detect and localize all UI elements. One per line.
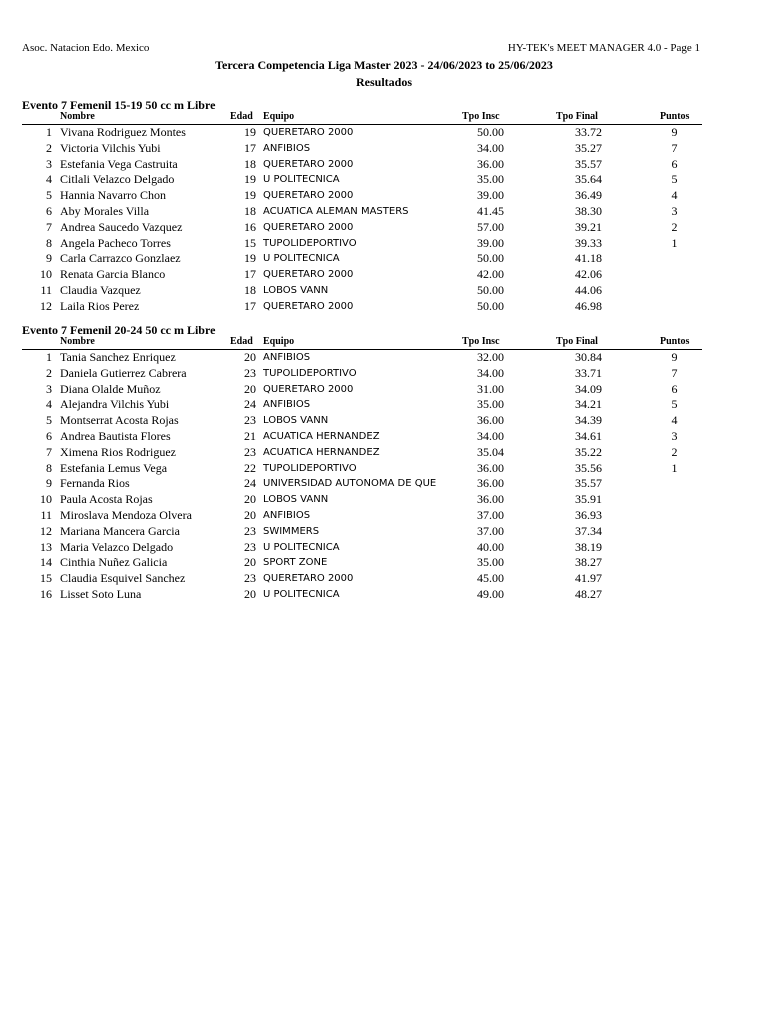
points-cell: 1 [671, 235, 678, 250]
place-cell: 3 [46, 156, 52, 171]
seed-time-cell: 57.00 [477, 219, 504, 234]
age-cell: 17 [244, 298, 256, 313]
place-cell: 14 [40, 555, 52, 570]
seed-time-cell: 49.00 [477, 586, 504, 601]
team-cell: ACUATICA HERNANDEZ [263, 430, 380, 442]
column-header [22, 113, 702, 125]
age-cell: 18 [244, 203, 256, 218]
team-cell: SPORT ZONE [263, 557, 328, 569]
col-seed-time: Tpo Insc [462, 336, 500, 347]
seed-time-cell: 50.00 [477, 251, 504, 266]
table-row [22, 492, 702, 508]
results-list [22, 125, 702, 315]
team-cell: U POLITECNICA [263, 253, 340, 265]
age-cell: 20 [244, 555, 256, 570]
swimmer-name-cell: Citlali Velazco Delgado [60, 172, 175, 187]
place-cell: 2 [46, 365, 52, 380]
final-time-cell: 35.22 [575, 444, 602, 459]
col-age: Edad [230, 111, 253, 122]
seed-time-cell: 35.00 [477, 172, 504, 187]
final-time-cell: 37.34 [575, 523, 602, 538]
table-row [22, 350, 702, 366]
swimmer-name-cell: Andrea Saucedo Vazquez [60, 219, 183, 234]
results-subtitle: Resultados [355, 75, 412, 89]
seed-time-cell: 35.00 [477, 397, 504, 412]
col-age: Edad [230, 336, 253, 347]
final-time-cell: 34.21 [575, 397, 602, 412]
place-cell: 4 [46, 397, 52, 412]
age-cell: 23 [244, 413, 256, 428]
place-cell: 11 [40, 282, 52, 297]
table-row [22, 188, 702, 204]
team-cell: ANFIBIOS [263, 509, 311, 521]
place-cell: 1 [46, 125, 52, 139]
seed-time-cell: 34.00 [477, 428, 504, 443]
age-cell: 21 [244, 428, 256, 443]
age-cell: 24 [244, 397, 256, 412]
col-seed-time: Tpo Insc [462, 111, 500, 122]
swimmer-name-cell: Carla Carrazco Gonzlaez [60, 251, 181, 266]
final-time-cell: 34.09 [575, 381, 602, 396]
team-cell: U POLITECNICA [263, 174, 340, 186]
swimmer-name-cell: Estefania Vega Castruita [60, 156, 178, 171]
team-cell: QUERETARO 2000 [263, 221, 354, 233]
place-cell: 3 [46, 381, 52, 396]
table-row [22, 555, 702, 571]
final-time-cell: 35.27 [575, 140, 602, 155]
team-cell: QUERETARO 2000 [263, 573, 354, 585]
age-cell: 23 [244, 539, 256, 554]
seed-time-cell: 39.00 [477, 188, 504, 203]
event-section [22, 322, 702, 603]
final-time-cell: 38.27 [575, 555, 602, 570]
seed-time-cell: 50.00 [477, 125, 504, 139]
place-cell: 16 [40, 586, 52, 601]
seed-time-cell: 42.00 [477, 267, 504, 282]
seed-time-cell: 40.00 [477, 539, 504, 554]
seed-time-cell: 50.00 [477, 282, 504, 297]
points-cell: 9 [671, 125, 678, 139]
final-time-cell: 30.84 [575, 350, 602, 364]
table-row [22, 382, 702, 398]
swimmer-name-cell: Estefania Lemus Vega [60, 460, 168, 475]
organization-name: Asoc. Natacion Edo. Mexico [22, 42, 150, 54]
table-row [22, 141, 702, 157]
table-row [22, 299, 702, 315]
points-cell: 5 [671, 172, 678, 187]
team-cell: LOBOS VANN [263, 284, 329, 296]
points-cell: 7 [671, 365, 678, 380]
seed-time-cell: 39.00 [477, 235, 504, 250]
points-cell: 9 [671, 350, 678, 364]
place-cell: 9 [46, 476, 52, 491]
points-cell: 4 [671, 188, 678, 203]
event-title: Evento 7 Femenil 15-19 50 cc m Libre [22, 98, 216, 112]
age-cell: 20 [244, 492, 256, 507]
seed-time-cell: 36.00 [477, 492, 504, 507]
final-time-cell: 33.72 [575, 125, 602, 139]
table-row [22, 587, 702, 603]
age-cell: 19 [244, 172, 256, 187]
age-cell: 18 [244, 156, 256, 171]
table-row [22, 540, 702, 556]
team-cell: U POLITECNICA [263, 588, 340, 600]
col-team: Equipo [263, 111, 295, 122]
place-cell: 10 [40, 492, 52, 507]
team-cell: QUERETARO 2000 [263, 158, 354, 170]
col-final-time: Tpo Final [556, 111, 598, 122]
col-points: Puntos [660, 336, 690, 347]
table-row [22, 172, 702, 188]
table-row [22, 461, 702, 477]
swimmer-name-cell: Claudia Esquivel Sanchez [60, 571, 186, 586]
final-time-cell: 36.93 [575, 507, 602, 522]
swimmer-name-cell: Victoria Vilchis Yubi [60, 140, 161, 155]
final-time-cell: 41.18 [575, 251, 602, 266]
seed-time-cell: 34.00 [477, 365, 504, 380]
final-time-cell: 41.97 [575, 571, 602, 586]
swimmer-name-cell: Lisset Soto Luna [60, 586, 142, 601]
final-time-cell: 35.57 [575, 156, 602, 171]
points-cell: 3 [671, 203, 678, 218]
table-row [22, 508, 702, 524]
team-cell: QUERETARO 2000 [263, 383, 354, 395]
place-cell: 7 [46, 219, 52, 234]
swimmer-name-cell: Andrea Bautista Flores [60, 428, 171, 443]
points-cell: 3 [671, 428, 678, 443]
age-cell: 19 [244, 125, 256, 139]
final-time-cell: 39.21 [575, 219, 602, 234]
place-cell: 9 [46, 251, 52, 266]
swimmer-name-cell: Tania Sanchez Enriquez [60, 350, 176, 364]
col-points: Puntos [660, 111, 690, 122]
swimmer-name-cell: Aby Morales Villa [60, 203, 150, 218]
final-time-cell: 39.33 [575, 235, 602, 250]
final-time-cell: 34.39 [575, 413, 602, 428]
swimmer-name-cell: Hannia Navarro Chon [60, 188, 166, 203]
swimmer-name-cell: Vivana Rodriguez Montes [60, 125, 186, 139]
swimmer-name-cell: Renata Garcia Blanco [60, 267, 166, 282]
swimmer-name-cell: Angela Pacheco Torres [60, 235, 171, 250]
team-cell: ANFIBIOS [263, 352, 311, 363]
place-cell: 7 [46, 444, 52, 459]
place-cell: 6 [46, 428, 52, 443]
event-section [22, 97, 702, 315]
age-cell: 22 [244, 460, 256, 475]
swimmer-name-cell: Fernanda Rios [60, 476, 130, 491]
table-row [22, 283, 702, 299]
final-time-cell: 35.56 [575, 460, 602, 475]
place-cell: 15 [40, 571, 52, 586]
swimmer-name-cell: Ximena Rios Rodriguez [60, 444, 176, 459]
final-time-cell: 42.06 [575, 267, 602, 282]
final-time-cell: 33.71 [575, 365, 602, 380]
place-cell: 10 [40, 267, 52, 282]
swimmer-name-cell: Claudia Vazquez [60, 282, 141, 297]
final-time-cell: 44.06 [575, 282, 602, 297]
final-time-cell: 35.91 [575, 492, 602, 507]
age-cell: 20 [244, 507, 256, 522]
table-row [22, 267, 702, 283]
swimmer-name-cell: Miroslava Mendoza Olvera [60, 507, 192, 522]
final-time-cell: 34.61 [575, 428, 602, 443]
team-cell: LOBOS VANN [263, 415, 329, 427]
swimmer-name-cell: Maria Velazco Delgado [60, 539, 174, 554]
seed-time-cell: 45.00 [477, 571, 504, 586]
table-row [22, 236, 702, 252]
team-cell: TUPOLIDEPORTIVO [263, 367, 357, 379]
table-row [22, 413, 702, 429]
team-cell: QUERETARO 2000 [263, 269, 354, 281]
seed-time-cell: 35.04 [477, 444, 504, 459]
seed-time-cell: 36.00 [477, 476, 504, 491]
place-cell: 5 [46, 188, 52, 203]
swimmer-name-cell: Cinthia Nuñez Galicia [60, 555, 168, 570]
place-cell: 1 [46, 350, 52, 364]
seed-time-cell: 41.45 [477, 203, 504, 218]
final-time-cell: 35.64 [575, 172, 602, 187]
meet-title: Tercera Competencia Liga Master 2023 - 24/06/2023 to 25/06/2023 [215, 58, 553, 72]
age-cell: 19 [244, 251, 256, 266]
team-cell: LOBOS VANN [263, 494, 329, 506]
age-cell: 23 [244, 523, 256, 538]
col-name: Nombre [60, 111, 95, 122]
seed-time-cell: 36.00 [477, 413, 504, 428]
col-final-time: Tpo Final [556, 336, 598, 347]
points-cell: 2 [671, 219, 678, 234]
team-cell: ANFIBIOS [263, 142, 311, 154]
place-cell: 6 [46, 203, 52, 218]
team-cell: ACUATICA ALEMAN MASTERS [263, 205, 409, 217]
final-time-cell: 35.57 [575, 476, 602, 491]
place-cell: 8 [46, 235, 52, 250]
table-row [22, 571, 702, 587]
points-cell: 7 [671, 140, 678, 155]
seed-time-cell: 34.00 [477, 140, 504, 155]
team-cell: QUERETARO 2000 [263, 127, 354, 138]
place-cell: 11 [40, 507, 52, 522]
points-cell: 1 [671, 460, 678, 475]
age-cell: 23 [244, 571, 256, 586]
place-cell: 12 [40, 298, 52, 313]
age-cell: 17 [244, 140, 256, 155]
age-cell: 20 [244, 586, 256, 601]
place-cell: 2 [46, 140, 52, 155]
team-cell: ACUATICA HERNANDEZ [263, 446, 380, 458]
team-cell: QUERETARO 2000 [263, 300, 354, 312]
swimmer-name-cell: Montserrat Acosta Rojas [60, 413, 179, 428]
table-row [22, 429, 702, 445]
table-row [22, 445, 702, 461]
age-cell: 20 [244, 350, 256, 364]
col-team: Equipo [263, 336, 295, 347]
table-row [22, 251, 702, 267]
place-cell: 5 [46, 413, 52, 428]
place-cell: 8 [46, 460, 52, 475]
team-cell: TUPOLIDEPORTIVO [263, 462, 357, 474]
place-cell: 4 [46, 172, 52, 187]
table-row [22, 125, 702, 141]
swimmer-name-cell: Diana Olalde Muñoz [60, 381, 161, 396]
swimmer-name-cell: Paula Acosta Rojas [60, 492, 153, 507]
age-cell: 16 [244, 219, 256, 234]
swimmer-name-cell: Alejandra Vilchis Yubi [60, 397, 170, 412]
place-cell: 13 [40, 539, 52, 554]
table-row [22, 397, 702, 413]
seed-time-cell: 36.00 [477, 460, 504, 475]
age-cell: 23 [244, 365, 256, 380]
table-row [22, 220, 702, 236]
points-cell: 4 [671, 413, 678, 428]
software-page-label: HY-TEK's MEET MANAGER 4.0 - Page 1 [507, 42, 700, 54]
table-row [22, 476, 702, 492]
age-cell: 20 [244, 381, 256, 396]
age-cell: 17 [244, 267, 256, 282]
seed-time-cell: 37.00 [477, 523, 504, 538]
team-cell: SWIMMERS [263, 525, 320, 537]
points-cell: 5 [671, 397, 678, 412]
points-cell: 6 [671, 381, 678, 396]
points-cell: 6 [671, 156, 678, 171]
col-name: Nombre [60, 336, 95, 347]
age-cell: 19 [244, 188, 256, 203]
final-time-cell: 48.27 [575, 586, 602, 601]
swimmer-name-cell: Daniela Gutierrez Cabrera [60, 365, 187, 380]
table-row [22, 204, 702, 220]
seed-time-cell: 32.00 [477, 350, 504, 364]
results-list [22, 350, 702, 603]
final-time-cell: 38.30 [575, 203, 602, 218]
final-time-cell: 46.98 [575, 298, 602, 313]
table-row [22, 366, 702, 382]
swimmer-name-cell: Mariana Mancera Garcia [60, 523, 180, 538]
seed-time-cell: 50.00 [477, 298, 504, 313]
team-cell: TUPOLIDEPORTIVO [263, 237, 357, 249]
seed-time-cell: 36.00 [477, 156, 504, 171]
points-cell: 2 [671, 444, 678, 459]
age-cell: 24 [244, 476, 256, 491]
seed-time-cell: 35.00 [477, 555, 504, 570]
final-time-cell: 38.19 [575, 539, 602, 554]
team-cell: UNIVERSIDAD AUTONOMA DE QUE [263, 478, 437, 490]
team-cell: ANFIBIOS [263, 399, 311, 411]
final-time-cell: 36.49 [575, 188, 602, 203]
seed-time-cell: 37.00 [477, 507, 504, 522]
place-cell: 12 [40, 523, 52, 538]
team-cell: QUERETARO 2000 [263, 190, 354, 202]
team-cell: U POLITECNICA [263, 541, 340, 553]
column-header [22, 338, 702, 350]
table-row [22, 524, 702, 540]
event-title: Evento 7 Femenil 20-24 50 cc m Libre [22, 323, 216, 337]
swimmer-name-cell: Laila Rios Perez [60, 298, 140, 313]
table-row [22, 157, 702, 173]
seed-time-cell: 31.00 [477, 381, 504, 396]
age-cell: 23 [244, 444, 256, 459]
age-cell: 18 [244, 282, 256, 297]
age-cell: 15 [244, 235, 256, 250]
